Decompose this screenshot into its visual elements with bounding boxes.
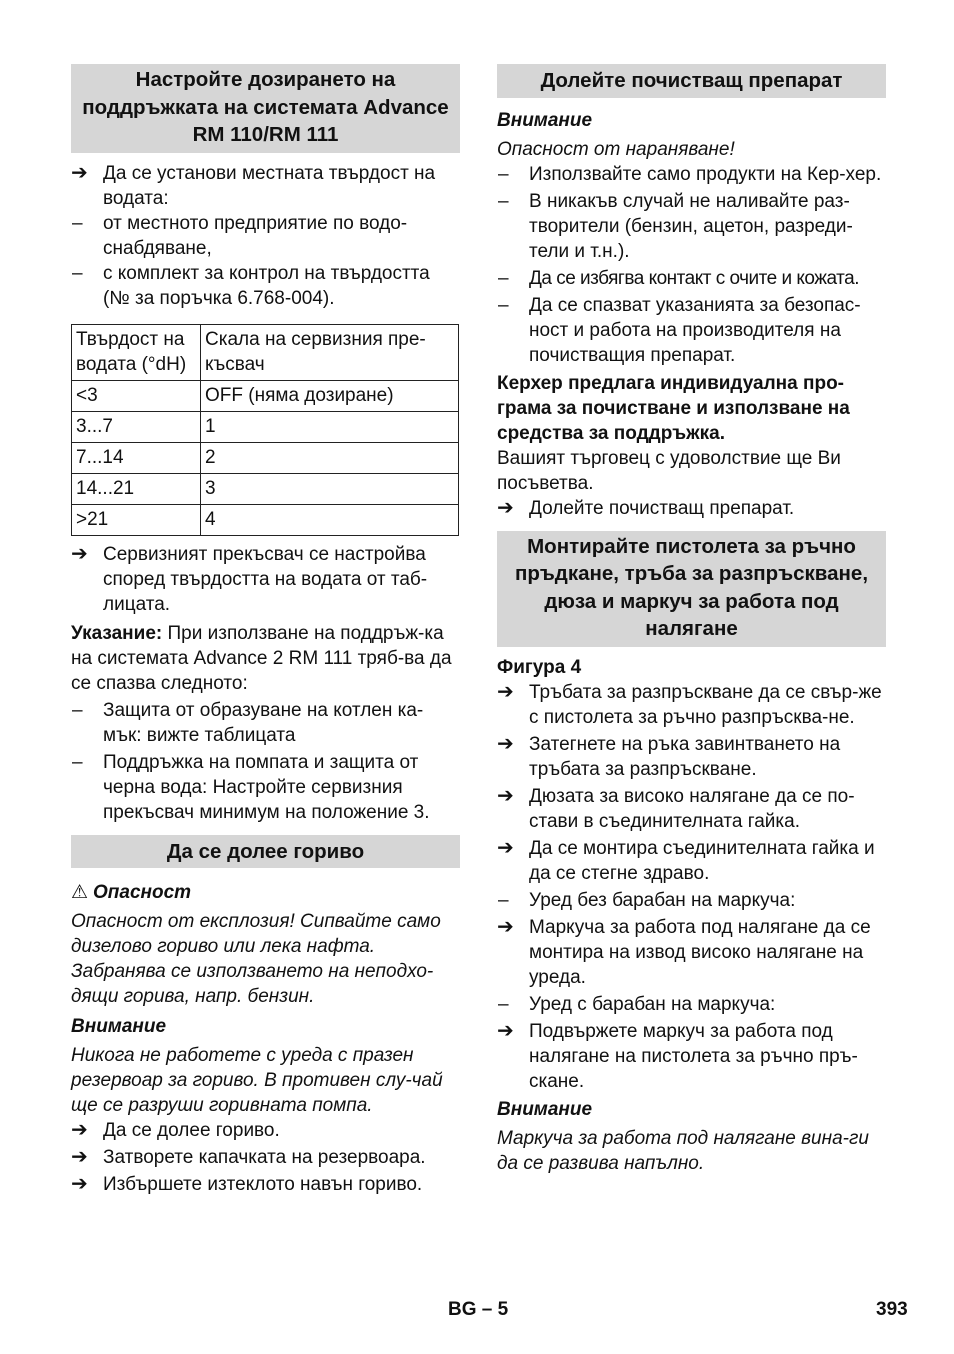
dash-icon: – xyxy=(498,163,509,185)
list-item-text: от местното предприятие по водо-снабдяване, xyxy=(103,212,408,259)
list-item-text: Маркуча за работа под налягане да се монтира на извод високо налягане на уреда. xyxy=(529,916,871,988)
dash-icon: – xyxy=(72,212,83,234)
table-row xyxy=(72,504,459,535)
caution-list xyxy=(497,162,886,368)
section-heading-fuel: Да се долее гориво xyxy=(71,835,460,869)
table-cell: 7...14 xyxy=(72,442,201,473)
arrow-icon: ➔ xyxy=(497,732,514,755)
list-item xyxy=(497,189,886,264)
table-cell: >21 xyxy=(72,504,201,535)
list-item xyxy=(71,542,460,617)
warning-icon: ⚠ xyxy=(71,882,89,903)
dash-icon: – xyxy=(498,294,509,316)
list-item xyxy=(497,293,886,368)
caution-label: Внимание xyxy=(71,1016,167,1037)
list-item-text: Уред с барабан на маркуча: xyxy=(529,993,776,1015)
section-heading-mounting: Монтирайте пистолета за ръчно пръдкане, тръба за разпръскване, дюза и маркуч за работа под налягане xyxy=(497,531,886,647)
list-item-text: Тръбата за разпръскване да се свър-же с пистолета за ръчно разпръсква-не. xyxy=(529,681,882,728)
table-cell: <3 xyxy=(72,380,201,411)
arrow-icon: ➔ xyxy=(497,784,514,807)
arrow-icon: ➔ xyxy=(497,680,514,703)
table-cell: 1 xyxy=(201,411,459,442)
table-cell: 14...21 xyxy=(72,473,201,504)
table-header-row xyxy=(72,324,459,380)
fuel-steps xyxy=(71,1118,460,1197)
table-cell: 3...7 xyxy=(72,411,201,442)
page-number: 393 xyxy=(876,1299,908,1320)
arrow-icon: ➔ xyxy=(71,1146,88,1168)
dash-icon: – xyxy=(72,751,83,773)
list-item xyxy=(497,784,886,834)
table-header-cell: Твърдост на водата (°dH) xyxy=(72,324,201,380)
right-column xyxy=(497,64,886,1176)
list-item-text: В никакъв случай не наливайте раз-творители (бензин, ацетон, разреди-тели и т.н.). xyxy=(529,190,853,262)
list-item-text: Подвържете маркуч за работа под налягане на пистолета за ръчно пръ-скане. xyxy=(529,1020,858,1092)
list-item-text: Уред без барабан на маркуча: xyxy=(529,889,796,911)
offer-bold-text: Керхер предлага индивидуална про-грама за почистване и използване на средства за поддръжка. xyxy=(497,372,850,444)
table-row xyxy=(72,411,459,442)
list-item-text: Да се монтира съединителната гайка и да се стегне здраво. xyxy=(529,837,875,884)
list-item xyxy=(71,161,460,211)
caution-label: Внимание xyxy=(497,1098,593,1120)
dash-icon: – xyxy=(498,267,509,289)
caution-text: Маркуча за работа под налягане вина-ги да се развива напълно. xyxy=(497,1127,869,1174)
dash-icon: – xyxy=(72,262,83,284)
hardness-table xyxy=(71,324,459,536)
table-row xyxy=(72,473,459,504)
list-item xyxy=(497,732,886,782)
list-item xyxy=(497,1019,886,1094)
table-cell: 4 xyxy=(201,504,459,535)
left-column xyxy=(71,64,460,1197)
note-label: Указание: xyxy=(71,622,163,644)
list-item xyxy=(71,1172,460,1197)
list-item-text: Да се спазват указанията за безопас-ност и работа на производителя на почистващия препарат. xyxy=(529,294,861,366)
note-list xyxy=(71,698,460,825)
list-item xyxy=(497,680,886,730)
table-row xyxy=(72,442,459,473)
list-item xyxy=(497,496,886,521)
note-paragraph xyxy=(71,621,460,696)
list-item-text: Сервизният прекъсвач се настройва според твърдостта на водата от таб-лицата. xyxy=(103,543,428,615)
arrow-icon: ➔ xyxy=(497,496,514,519)
arrow-icon: ➔ xyxy=(71,542,88,565)
footer-language-code: BG – 5 xyxy=(448,1299,509,1320)
list-item-text: Да се избягва контакт с очите и кожата. xyxy=(529,267,859,289)
dash-icon: – xyxy=(72,699,83,721)
list-item xyxy=(71,750,460,825)
list-item xyxy=(71,1118,460,1143)
caution-label: Внимание xyxy=(497,109,593,131)
caution-subtitle: Опасност от нараняване! xyxy=(497,138,735,160)
list-item-text: Избършете изтеклото навън гориво. xyxy=(103,1174,423,1195)
note-text: При използване на поддръж-ка на системата Advance 2 RM 111 тряб-ва да се спазва следното: xyxy=(71,622,452,694)
list-item xyxy=(71,698,460,748)
list-item xyxy=(497,888,886,913)
list-item-text: Да се долее гориво. xyxy=(103,1120,280,1141)
intro-list xyxy=(71,161,460,311)
list-item xyxy=(497,915,886,990)
danger-text: Опасност от експлозия! Сипвайте само дизелово гориво или лека нафта. Забранява се използването на неподхо-дящи горива, напр. бензин. xyxy=(71,911,441,1007)
list-item xyxy=(497,992,886,1017)
mounting-steps xyxy=(497,680,886,1094)
list-item-text: Затегнете на ръка завинтването на тръбата за разпръскване. xyxy=(529,733,841,780)
figure-label: Фигура 4 xyxy=(497,656,582,678)
section-heading-detergent: Долейте почистващ препарат xyxy=(497,64,886,98)
arrow-icon: ➔ xyxy=(497,1019,514,1042)
list-item xyxy=(497,162,886,187)
danger-heading xyxy=(71,880,460,905)
list-item-text: Дюзата за високо налягане да се по-стави в съединителната гайка. xyxy=(529,785,855,832)
list-item-text: Използвайте само продукти на Кер-хер. xyxy=(529,163,882,185)
arrow-icon: ➔ xyxy=(71,161,88,184)
list-item xyxy=(497,266,886,291)
dash-icon: – xyxy=(498,993,509,1015)
list-item-text: Затворете капачката на резервоара. xyxy=(103,1147,426,1168)
list-item xyxy=(71,1145,460,1170)
arrow-icon: ➔ xyxy=(497,915,514,938)
caution-text: Никога не работете с уреда с празен резервоар за гориво. В противен слу-чай ще се разруши горивната помпа. xyxy=(71,1045,443,1116)
section-heading-dosing: Настройте дозирането на поддръжката на системата Advance RM 110/RM 111 xyxy=(71,64,460,153)
list-item-text: Долейте почистващ препарат. xyxy=(529,497,795,519)
danger-label: Опасност xyxy=(93,882,192,903)
list-item xyxy=(497,836,886,886)
arrow-icon: ➔ xyxy=(71,1173,88,1195)
list-item-text: Поддръжка на помпата и защита от черна вода: Настройте сервизния прекъсвач минимум на положение 3. xyxy=(103,751,430,823)
list-item-text: Да се установи местната твърдост на водата: xyxy=(103,162,436,209)
table-cell: 3 xyxy=(201,473,459,504)
list-item-text: Защита от образуване на котлен ка-мък: вижте таблицата xyxy=(103,699,424,746)
arrow-icon: ➔ xyxy=(71,1119,88,1141)
list-item xyxy=(71,261,460,311)
table-row xyxy=(72,380,459,411)
list-item xyxy=(71,211,460,261)
table-cell: 2 xyxy=(201,442,459,473)
table-cell: OFF (няма дозиране) xyxy=(201,380,459,411)
arrow-icon: ➔ xyxy=(497,836,514,859)
table-header-cell: Скала на сервизния пре-късвач xyxy=(201,324,459,380)
dash-icon: – xyxy=(498,889,509,911)
dash-icon: – xyxy=(498,190,509,212)
offer-text: Вашият търговец с удоволствие ще Ви посъветва. xyxy=(497,447,841,494)
list-item-text: с комплект за контрол на твърдостта (№ за поръчка 6.768-004). xyxy=(103,262,430,309)
